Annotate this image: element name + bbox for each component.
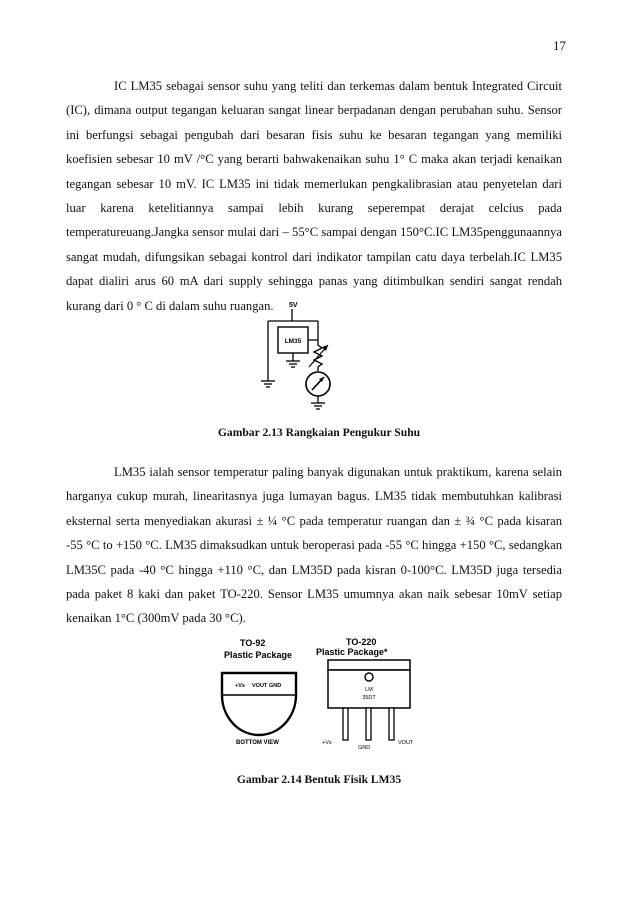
to92-pin-vout: VOUT	[252, 683, 268, 689]
to92-package	[222, 638, 296, 746]
to220-title: TO-220	[346, 637, 377, 647]
supply-label: 5V	[289, 302, 298, 309]
to92-pin-gnd: GND	[269, 683, 282, 689]
to220-subtitle: Plastic Package*	[316, 647, 388, 657]
to92-title: TO-92	[240, 638, 266, 648]
to220-pin-gnd: GND	[358, 745, 371, 751]
figure-measuring-circuit	[0, 297, 638, 417]
ic-label: LM35	[284, 338, 302, 345]
to220-package	[316, 637, 414, 751]
to220-chip-line-2: 35DT	[362, 695, 376, 701]
variable-resistor	[314, 340, 322, 371]
to220-pin-vout: VOUT	[398, 740, 414, 746]
paragraph-lm35-specs: LM35 ialah sensor temperatur paling banyak digunakan untuk praktikum, karena selain harganya cukup murah, linearitasnya juga lumayan bagus. LM35 tidak membutuhkan kalibrasi eksternal serta menyediakan akurasi ± ¼ °C pada temperatur ruangan dan ± ¾ °C pada kisaran -55 °C to +150 °C. LM35 dimaksudkan untuk beroperasi pada -55 °C hingga +150 °C, sedangkan LM35C pada -40 °C hingga +110 °C, dan LM35D pada kisran 0-100°C. LM35D juga tersedia pada paket 8 kaki dan paket TO-220. Sensor LM35 umumnya akan naik sebesar 10mV setiap kenaikan 1°C (300mV pada 30 °C).	[66, 465, 562, 626]
figure-caption-2-13: Gambar 2.13 Rangkaian Pengukur Suhu	[217, 426, 421, 439]
to220-tab	[328, 660, 410, 670]
figure-caption-2-14: Gambar 2.14 Bentuk Fisik LM35	[236, 773, 402, 786]
to220-chip-line-1: LM	[365, 687, 373, 693]
page-number: 17	[553, 38, 566, 53]
paragraph-lm35-intro: IC LM35 sebagai sensor suhu yang teliti dan terkemas dalam bentuk Integrated Circuit (IC), dimana output tegangan keluaran sangat linear berpadanan dengan perubahan suhu. Sensor ini berfungsi sebagai pengubah dari besaran fisis suhu ke besaran tegangan yang memiliki koefisien sebesar 10 mV /°C yang berarti bahwakenaikan suhu 1° C maka akan terjadi kenaikan tegangan sebesar 10 mV. IC LM35 ini tidak memerlukan pengkalibrasian atau penyetelan dari luar karena ketelitiannya sampai lebih kurang seperempat derajat celcius pada temperatureuang.Jangka sensor mulai dari – 55°C sampai dengan 150°C.IC LM35penggunaannya sangat mudah, difungsikan sebagai kontrol dari indikator tampilan catu daya terbelah.IC LM35 dapat dialiri arus 60 mA dari supply sehingga panas yang ditimbulkan sendiri sangat rendah kurang dari 0 ° C di dalam suhu ruangan.	[66, 79, 562, 313]
to220-lead-vs	[343, 708, 348, 740]
circuit-diagram	[0, 297, 638, 417]
to92-subtitle: Plastic Package	[224, 650, 293, 660]
to92-pin-vs: +Vs	[235, 683, 245, 689]
to220-pin-vs: +Vs	[322, 740, 332, 746]
to220-mount-hole	[365, 673, 373, 681]
package-diagram	[0, 633, 638, 753]
figure-lm35-packages	[0, 633, 638, 753]
to220-lead-vout	[389, 708, 394, 740]
to92-bottom-view: BOTTOM VIEW	[236, 740, 279, 746]
to220-lead-gnd	[366, 708, 371, 740]
